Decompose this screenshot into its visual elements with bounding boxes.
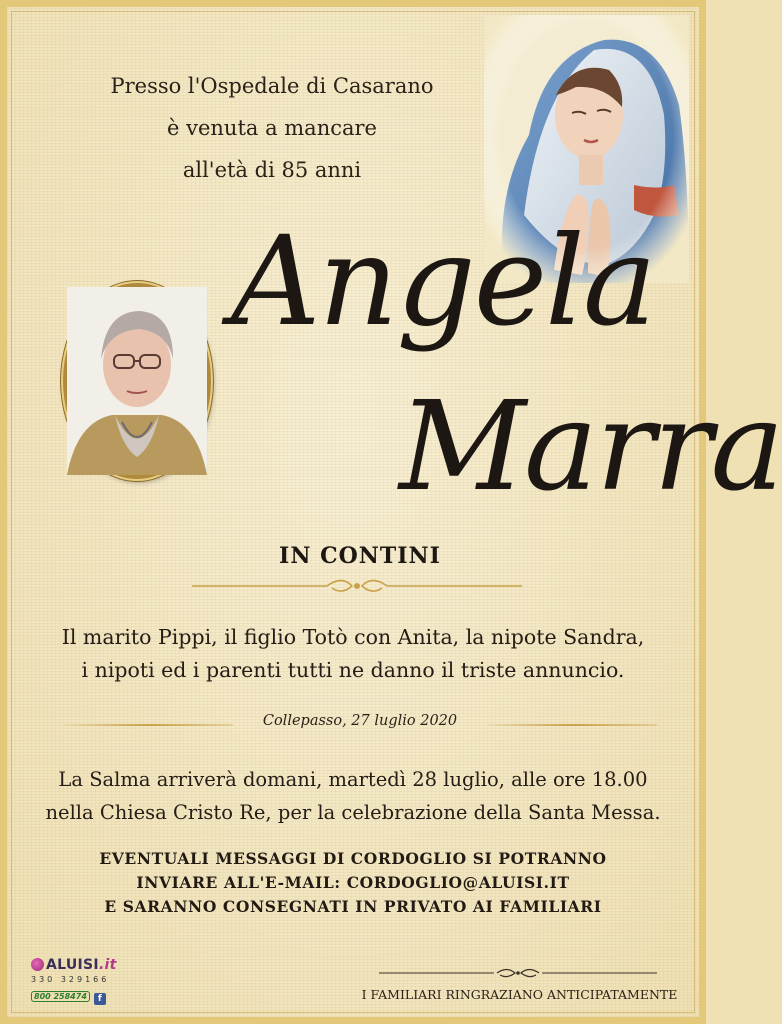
thanks-text: I FAMILIARI RINGRAZIANO ANTICIPATAMENTE	[361, 987, 678, 1002]
ornament-divider-icon	[192, 575, 522, 597]
freephone-badge: 800 258474	[31, 991, 90, 1002]
flower-icon	[31, 958, 44, 971]
last-name: Marra	[399, 375, 782, 519]
funeral-line-2: nella Chiesa Cristo Re, per la celebrazione della Santa Messa.	[45, 801, 661, 824]
logo-brand-text: ALUISI	[46, 957, 99, 973]
intro-text	[67, 65, 477, 191]
notice-line-2[interactable]: INVIARE ALL'E-MAIL: CORDOGLIO@ALUISI.IT	[136, 873, 570, 892]
married-name: IN CONTINI	[279, 543, 441, 569]
logo-brand	[31, 957, 141, 973]
notice-line-1: EVENTUALI MESSAGGI DI CORDOGLIO SI POTRANNO	[99, 849, 607, 868]
announcement-line-1: Il marito Pippi, il figlio Totò con Anita, la nipote Sandra,	[61, 625, 645, 649]
intro-line-2: è venuta a mancare	[167, 116, 377, 140]
intro-line-1: Presso l'Ospedale di Casarano	[110, 74, 434, 98]
announcement	[21, 621, 685, 687]
intro-line-3: all'età di 85 anni	[182, 158, 362, 182]
facebook-icon[interactable]: f	[94, 993, 106, 1005]
logo-phone: 330 329166	[31, 975, 110, 984]
condolence-notice	[27, 847, 679, 919]
place-date: Collepasso, 27 luglio 2020	[262, 713, 458, 729]
first-name: Angela	[231, 210, 655, 354]
thanks-ornament-icon	[379, 965, 657, 981]
divider-right	[487, 724, 657, 726]
funeral-info	[21, 763, 685, 829]
portrait-photo	[63, 283, 211, 479]
announcement-line-2: i nipoti ed i parenti tutti ne danno il triste annuncio.	[81, 658, 625, 682]
logo-suffix: .it	[98, 957, 117, 973]
funeral-line-1: La Salma arriverà domani, martedì 28 luglio, alle ore 18.00	[58, 768, 648, 791]
place-date-row	[63, 713, 657, 737]
aluisi-logo[interactable]	[31, 957, 141, 1017]
notice-line-3: E SARANNO CONSEGNATI IN PRIVATO AI FAMILIARI	[104, 897, 602, 916]
